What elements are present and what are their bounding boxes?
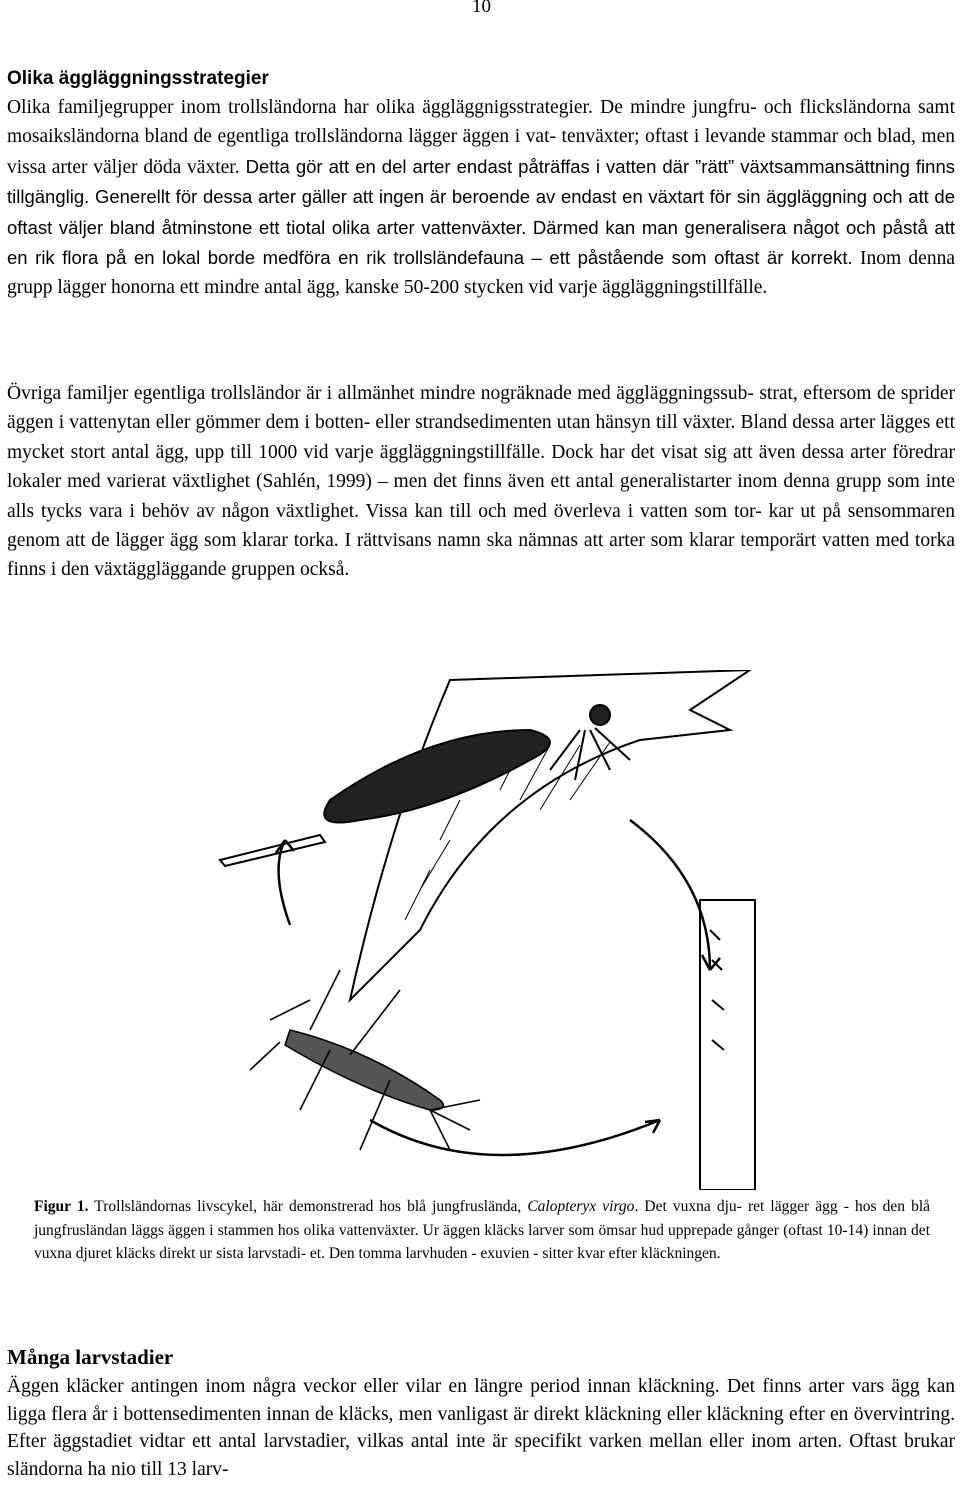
paragraph-egg-strategies xyxy=(7,93,955,303)
section-heading-egg-laying: Olika äggläggningsstrategier xyxy=(7,68,269,89)
paragraph-other-families: Övriga familjer egentliga trollsländor är i allmänhet mindre nogräknade med äggläggningssub- strat, eftersom de sprider äggen i vattenytan eller gömmer dem i botten- eller strandsedimenten utan hänsyn till växter. Bland dessa arter lägges ett mycket stort antal ägg, upp till 1000 vid varje äggläggningstillfälle. Dock har det visat sig att även dessa arter föredrar lokaler med varierat växtlighet (Sahlén, 1999) – men det finns även ett antal generalistarter inom denna grupp som inte alls tycks vara i behöv av någon växtlighet. Vissa kan till och med överleva i vatten som tor- kar ut på sensommaren genom att de lägger ägg som klarar torka. I rättvisans namn ska nämnas att arter som klarar temporärt vatten med torka finns i den växtäggläggande gruppen också. xyxy=(7,383,955,581)
paragraph-text-c: Generellt för dessa arter gäller att ingen är beroende av endast en växtart för sin äggläggning och att de oftast väljer bland åtminstone ett tiotal olika arter vattenväxter. xyxy=(7,186,955,238)
species-name: Calopteryx virgo xyxy=(527,1198,635,1215)
eggs-in-stem xyxy=(710,930,724,1050)
cycle-arrow-bottom xyxy=(370,1120,660,1155)
page-number: 10 xyxy=(472,0,491,17)
paragraph-text-e: Inom denna grupp lägger honorna ett mindre antal ägg, kanske 50-200 stycken vid varje äggläggningstillfälle. xyxy=(7,248,955,299)
figure-label: Figur 1. xyxy=(34,1198,89,1215)
paragraph-text-d: Därmed kan man generalisera något och påstå att en rik flora på en lokal borde medföra en rik trollsländefauna – ett påstående som oftast är korrekt. xyxy=(7,216,955,269)
adult-damselfly-abdomen xyxy=(220,835,325,866)
paragraph-larval-stages: Äggen kläcker antingen inom några veckor eller vilar en längre period innan kläckning. Det finns arter vars ägg kan ligga flera år i bottensedimenten innan de kläcks, men vanligast är direkt kläckning eller kläckning efter en övervintring. Efter äggstadiet vidtar ett antal larvstadier, vilkas antal inte är specifikt varken mellan eller inom arten. Oftast brukar sländorna ha nio till 13 larv- xyxy=(7,1376,955,1480)
plant-stem xyxy=(350,670,750,1000)
larva xyxy=(250,970,480,1150)
adult-damselfly-head xyxy=(590,705,610,725)
cycle-arrow-right xyxy=(630,820,720,970)
adult-damselfly-wing xyxy=(324,730,550,823)
paragraph-text-b: Detta gör att en del arter endast påträffas i vatten där ”rätt” växtsammansättning finns tillgänglig. xyxy=(7,155,955,208)
paragraph-text-a: Olika familjegrupper inom trollsländorna har olika äggläggnigsstrategier. De mindre jungfru- och flicksländorna samt mosaiksländorna bland de egentliga trollsländorna lägger äggen i vat- tenväxter; oftast i levande stammar och blad, men vissa arter väljer döda växter. xyxy=(7,97,955,178)
caption-text-b: . Det vuxna dju- ret lägger ägg - hos den blå jungfrusländan läggs äggen i stammen hos olika vattenväxter. Ur äggen kläcks larver som ömsar hud upprepade gånger (oftast 10-14) innan det vuxna djuret kläcks direkt ur sista larvstadi- et. Den tomma larvhuden - exuvien - sitter kvar efter kläckningen. xyxy=(34,1198,931,1263)
adult-damselfly-legs xyxy=(550,728,630,780)
figure-caption xyxy=(34,1195,930,1266)
caption-text-a: Trollsländornas livscykel, här demonstrerad hos blå jungfrusländа, xyxy=(88,1198,528,1215)
life-cycle-illustration xyxy=(190,670,960,1190)
section-heading-larval-stages: Många larvstadier xyxy=(7,1345,174,1369)
